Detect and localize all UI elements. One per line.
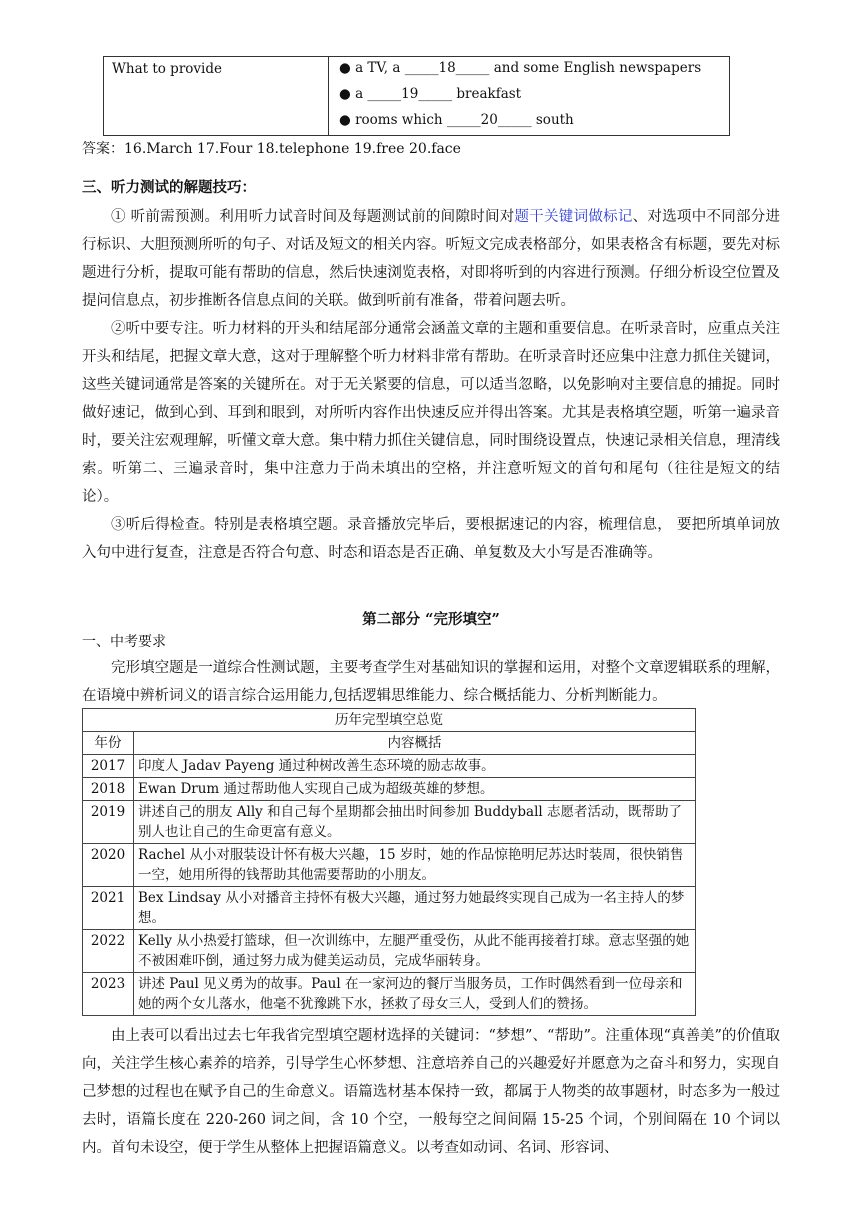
table-row [83,778,696,801]
summary-table [82,708,696,1016]
column-header-content: 内容概括 [134,732,696,755]
provision-line: ● a TV, a _____18_____ and some English newspapers [339,60,702,76]
row-content: Bex Lindsay 从小对播音主持怀有极大兴趣，通过努力她最终实现自己成为一名主持人的梦想。 [134,887,696,930]
sub-heading: 一、中考要求 [82,634,166,650]
row-year: 2018 [83,778,134,801]
intro-block [82,654,780,710]
row-content: Rachel 从小对服装设计怀有极大兴趣，15 岁时，她的作品惊艳明尼苏达时装周，很快销售一空，她用所得的钱帮助其他需要帮助的小朋友。 [134,844,696,887]
tip-text: ① 听前需预测。利用听力试音时间及每题测试前的间隙时间对 [111,209,515,225]
conclusion-block [82,1022,780,1162]
table-caption: 历年完型填空总览 [83,709,696,732]
tip-paragraph-1 [82,203,780,315]
row-content: 讲述 Paul 见义勇为的故事。Paul 在一家河边的餐厅当服务员，工作时偶然看到一位母亲和她的两个女儿落水，他毫不犹豫跳下水，拯救了母女三人，受到人们的赞扬。 [134,973,696,1016]
table-row [83,755,696,778]
provision-label: What to provide [104,57,329,136]
tip-text: 、对选项中不同部分进行标识、大胆预测所听的句子、对话及短文的相关内容。听短文完成表格部分，如果表格含有标题，要先对标题进行分析，提取可能有帮助的信息，然后快速浏览表格，对即将听到的内容进行预测。仔细分析设空位置及提问信息点，初步推断各信息点间的关联。做到听前有准备，带着问题去听。 [82,209,781,309]
answer-line: 答案：16.March 17.Four 18.telephone 19.free 20.face [82,141,461,157]
row-year: 2017 [83,755,134,778]
tip-paragraph-2: ②听中要专注。听力材料的开头和结尾部分通常会涵盖文章的主题和重要信息。在听录音时，应重点关注开头和结尾，把握文章大意，这对于理解整个听力材料非常有帮助。在听录音时还应集中注意力抓住关键词，这些关键词通常是答案的关键所在。对于无关紧要的信息，可以适当忽略，以免影响对主要信息的捕捉。同时做好速记，做到心到、耳到和眼到，对所听内容作出快速反应并得出答案。尤其是表格填空题，听第一遍录音时，要关注宏观理解，听懂文章大意。集中精力抓住关键信息，同时围绕设置点，快速记录相关信息，理清线索。听第二、三遍录音时，集中注意力于尚未填出的空格，并注意听短文的首句和尾句（往往是短文的结论）。 [82,321,780,505]
tips-section [82,203,780,567]
conclusion-paragraph: 由上表可以看出过去七年我省完型填空题材选择的关键词：“梦想”、“帮助”。注重体现“真善美”的价值取向，关注学生核心素养的培养，引导学生心怀梦想、注意培养自己的兴趣爱好并愿意为之奋斗和努力，实现自己梦想的过程也在赋予自己的生命意义。语篇选材基本保持一致，都属于人物类的故事题材，时态多为一般过去时，语篇长度在 220-260 词之间，含 10 个空，一般每空之间间隔 15-25 个词，个别间隔在 10 个词以内。首句未设空，便于学生从整体上把握语篇意义。以考查如动词、名词、形容词、 [82,1028,780,1156]
row-year: 2019 [83,801,134,844]
table-row [83,801,696,844]
row-year: 2023 [83,973,134,1016]
column-header-year: 年份 [83,732,134,755]
provision-table [103,56,730,136]
row-content: Kelly 从小热爱打篮球，但一次训练中，左腿严重受伤，从此不能再接着打球。意志坚强的她不被困难吓倒，通过努力成为健美运动员，完成华丽转身。 [134,930,696,973]
row-year: 2020 [83,844,134,887]
row-year: 2022 [83,930,134,973]
row-content: Ewan Drum 通过帮助他人实现自己成为超级英雄的梦想。 [134,778,696,801]
provision-line: ● a _____19_____ breakfast [339,86,522,102]
section-heading: 三、听力测试的解题技巧： [82,179,256,196]
intro-paragraph: 完形填空题是一道综合性测试题，主要考查学生对基础知识的掌握和运用，对整个文章逻辑联系的理解，在语境中辨析词义的语言综合运用能力,包括逻辑思维能力、综合概括能力、分析判断能力。 [82,660,780,704]
table-row [83,930,696,973]
table-row [83,844,696,887]
row-content: 印度人 Jadav Payeng 通过种树改善生态环境的励志故事。 [134,755,696,778]
table-row [83,973,696,1016]
row-content: 讲述自己的朋友 Ally 和自己每个星期都会抽出时间参加 Buddyball 志愿者活动，既帮助了别人也让自己的生命更富有意义。 [134,801,696,844]
provision-items [329,57,730,136]
table-row [83,887,696,930]
tip-paragraph-3: ③听后得检查。特别是表格填空题。录音播放完毕后，要根据速记的内容，梳理信息， 要把所填单词放入句中进行复查，注意是否符合句意、时态和语态是否正确、单复数及大小写是否准确等。 [82,517,780,561]
part-title: 第二部分 “完形填空” [362,611,500,628]
row-year: 2021 [83,887,134,930]
keyword-link[interactable]: 题干关键词做标记 [514,209,633,225]
provision-line: ● rooms which _____20_____ south [339,112,574,128]
